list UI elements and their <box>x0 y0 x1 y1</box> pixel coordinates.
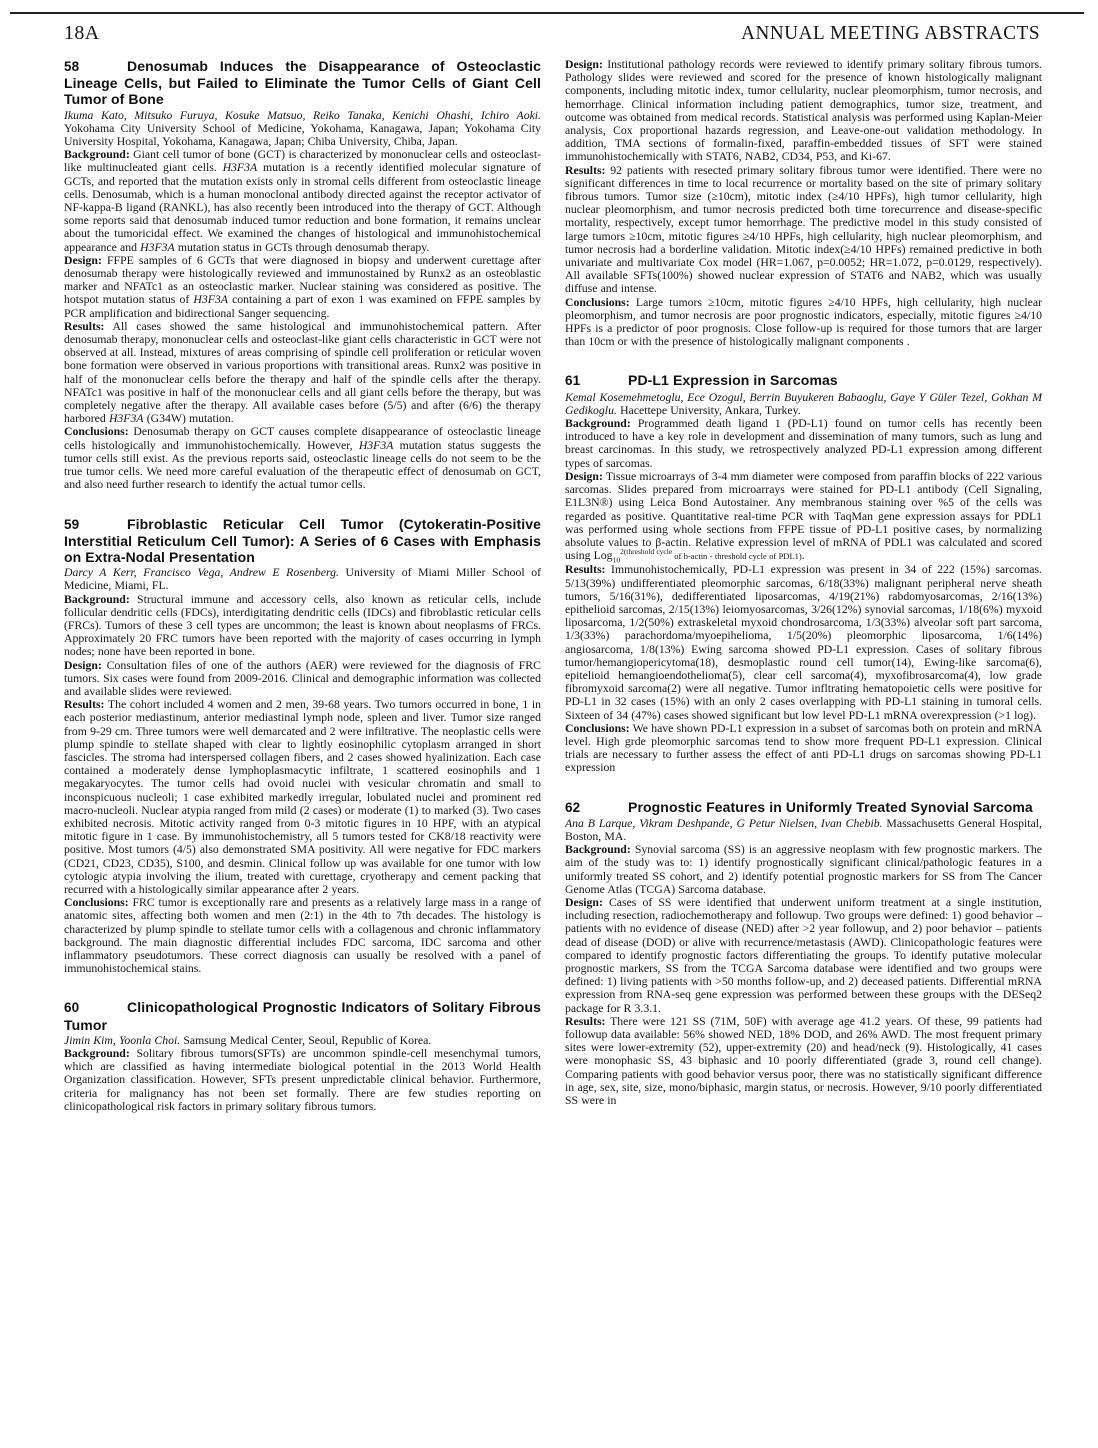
abstract-section: Conclusions: FRC tumor is exceptionally rare and presents as a relatively large mass in a range of anatomic sites, affecting both women and men (2:1) in the 4th to 7th decades. The histology is characterized by plump spindle to stellate tumor cells with a collagenous and chronic inflammatory background. The main diagnostic differential includes FDC sarcoma, IDC sarcoma and other inflammatory pseudotumors. These correct diagnosis can usually be resolved with a panel of immunohistochemical stains. <box>64 896 541 976</box>
abstract-section: Background: Solitary fibrous tumors(SFTs) are uncommon spindle-cell mesenchymal tumors, which are classified as having intermediate biological potential in the 2013 World Health Organization classification. However, SFTs present unpredictable clinical behavior. Furthermore, criteria for malignancy has not been set formally. There are few studies reporting on clinicopathological risk factors in primary solitary fibrous tumors. <box>64 1047 541 1113</box>
author-names: Ana B Larque, Vikram Deshpande, G Petur Nielsen, Ivan Chebib. <box>565 816 883 830</box>
abstract-number: 60 <box>64 1000 80 1016</box>
abstract-section: Conclusions: We have shown PD-L1 expression in a subset of sarcomas both on protein and mRNA level. High grde pleomorphic sarcomas tend to show more frequent PD-L1 expression. Clinical trials are necessary to further assess the effect of anti PD-L1 drugs on sarcomas showing PD-L1 expression <box>565 721 1042 775</box>
author-affiliation: University of Miami Miller School of Medicine, Miami, FL. <box>64 566 541 593</box>
text-i: H3F3A <box>222 161 258 175</box>
abstract-title-text: Prognostic Features in Uniformly Treated Synovial Sarcoma <box>628 798 1033 815</box>
abstract-section: Results: 92 patients with resected primary solitary fibrous tumor were identified. There were no significant differences in time to local recurrence or mortality based on the site of primary solitary fibrous tumors. Tumor size (≥10cm), mitotic index (≥4/10 HPFs), high tumor cellularity, high nuclear pleomorphism, and tumor necrosis predicted both time torecurrence and disease-specific mortality, respectively, except tumor hemorrhage. The predictive model in this study consisted of large tumors ≥10cm, mitotic figures ≥4/10 HPFs, high cellularity, high nuclear pleomorphism, and tumor necrosis had a borderline validation. Mitotic index(≥4/10 HPFs) remained predictive in both univariate and multivariate Cox model (HR=1.067, p=0.0052; HR=1.072, p=0.0129, respectively). All available SFTs(100%) showed nuclear expression of STAT6 and NAB2, which was usually diffuse and intense. <box>565 163 1042 296</box>
column-right <box>565 58 1042 1442</box>
author-names: Darcy A Kerr, Francisco Vega, Andrew E Rosenberg. <box>64 566 339 580</box>
abstract-heading <box>565 799 1042 816</box>
section-label: Design: <box>565 469 603 483</box>
abstract-section: Results: All cases showed the same histological and immunohistochemical pattern. After denosumab therapy, mononuclear cells and osteoclast-like giant cells characteristic in GCT were not observed at all. Instead, mixtures of areas comprising of spindle cell proliferation or reticular woven bone formation were observed in various proportions with transitional areas. Runx2 was positive in half of the mononuclear cells before the therapy and half of the spindle cells after the therapy. NFATc1 was positive in half of the mononuclear cells and all giant cells before the therapy, but was completely negative after the therapy. All available cases before (5/5) and after (6/6) the therapy harbored H3F3A (G34W) mutation. <box>64 319 541 426</box>
author-affiliation: Massachusetts General Hospital, Boston, MA. <box>565 816 1042 843</box>
text-sup: 2(threshold cycle <box>620 547 675 557</box>
abstract-59 <box>64 516 541 976</box>
section-label: Background: <box>565 417 631 431</box>
page-header <box>64 22 1040 45</box>
author-affiliation: Yokohama City University School of Medicine, Yokohama, Kanagawa, Japan; Yokohama City University Hospital, Yokohama, Kanagawa, Japan; Chiba University, Chiba, Japan. <box>64 121 541 149</box>
abstract-continued-60 <box>565 58 1042 348</box>
abstract-58 <box>64 58 541 492</box>
abstract-number: 62 <box>565 799 581 815</box>
abstract-heading <box>565 372 1042 389</box>
abstract-authors <box>565 817 1042 843</box>
section-label: Conclusions: <box>565 721 630 735</box>
abstract-section: Design: Cases of SS were identified that underwent uniform treatment at a single institution, including resection, radiochemotherapy and followup. Two groups were defined: 1) good behavior – patients with no evidence of disease (NED) after >2 year followup, and 2) poor behavior – patients dead of disease (DOD) or alive with recurrence/metastasis (AWD). Clinicopathologic features were compared to identify prognostic factors differentiating the groups. To identify putative molecular prognostic markers, SS from the TCGA Sarcoma database were identified and two groups were defined: 1) living patients with >50 months follow-up, and 2) deceased patients. Differential mRNA expression from RNA-seq gene expression was performed between these groups with the DESeq2 package for R 3.3.1. <box>565 895 1042 1015</box>
abstract-section: Conclusions: Large tumors ≥10cm, mitotic figures ≥4/10 HPFs, high cellularity, high nuclear pleomorphism, and tumor necrosis are poor prognostic indicators, especially, mitotic figures ≥4/10 HPFs is a predictor of poor prognosis. Close follow-up is required for those tumors that are larger than 10cm or with the presence of histologically malignant components . <box>565 295 1042 349</box>
section-label: Design: <box>565 895 603 909</box>
text-sub: 10 <box>612 555 621 565</box>
section-label: Design: <box>64 658 102 672</box>
section-label: Results: <box>64 698 105 712</box>
abstract-section: Background: Structural immune and accessory cells, also known as reticular cells, include follicular dendritic cells (FDCs), interdigitating dendritic cells (IDCs) and fibroblastic reticular cells (FRCs). Tumors of these 3 cell types are uncommon; the least is known about neoplasms of FRCs. Approximately 20 FRC tumors have been reported with the majority of cases occurring in lymph nodes; none have been reported in bone. <box>64 592 541 659</box>
abstract-authors <box>64 109 541 149</box>
abstract-title-text: Denosumab Induces the Disappearance of Osteoclastic Lineage Cells, but Failed to Eliminate the Tumor Cells of Giant Cell Tumor of Bone <box>64 58 541 108</box>
abstract-number: 59 <box>64 516 80 532</box>
section-label: Background: <box>565 843 631 857</box>
abstract-61 <box>565 372 1042 774</box>
abstract-number: 58 <box>64 59 80 74</box>
column-left <box>64 58 541 1442</box>
abstract-authors <box>64 566 541 592</box>
section-label: Results: <box>64 319 105 333</box>
author-names: Jimin Kim, Yoonla Choi. <box>64 1033 181 1047</box>
abstract-section: Design: Tissue microarrays of 3-4 mm diameter were composed from paraffin blocks of 222 various sarcomas. Slides prepared from microarrays were stained for PD-L1 antibody (Cell Signaling, E1L3N®) using Leica Bond Autostainer. Any membranous staining over %5 of the cells was regarded as positive. Quantitative real-time PCR with TaqMan gene expression assays for PDL1 was performed using whole sections from FFPE tissue of PD-L1 positive cases, by normalizing absolute values to β-actin. Relative expression level of mRNA of PDL1 was calculated and scored using Log$_{10}^{2(threshold cycle}$ of b-actin - threshold cycle of PDL1). <box>565 469 1042 565</box>
abstract-section: Design: FFPE samples of 6 GCTs that were diagnosed in biopsy and underwent curettage after denosumab therapy were histologically reviewed and immunostained by Runx2 as an osteoblastic marker and NFATc1 as an osteoclastic marker. Nuclear staining was considered as positive. The hotspot mutation status of H3F3A containing a part of exon 1 was examined on FFPE samples by PCR amplification and bidirectional Sanger sequencing. <box>64 253 541 320</box>
abstract-authors <box>565 391 1042 417</box>
abstract-section: Background: Giant cell tumor of bone (GCT) is characterized by mononuclear cells and osteoclast-like multinucleated giant cells. H3F3A mutation is a recently identified molecular signature of GCTs, and reported that the mutation exists only in stromal cells different from osteoclastic lineage cells. Denosumab, which is a human monoclonal antibody directed against the receptor activator of NF-kappa-B ligand (RANKL), has also recently been introduced into the therapy of GCT. Although some reports said that denosumab induced tumor reduction and bone formation, it remains unclear about the tumoricidal effect. We examined the changes of histological and immunohistochemical appearance and H3F3A mutation status in GCTs through denosumab therapy. <box>64 148 541 254</box>
abstract-title-text: Clinicopathological Prognostic Indicators of Solitary Fibrous Tumor <box>64 999 541 1033</box>
text-i: H3F3A <box>140 240 175 254</box>
text-i: H3F3A <box>108 412 144 426</box>
section-label: Design: <box>64 253 102 267</box>
abstract-heading <box>64 999 541 1032</box>
section-label: Conclusions: <box>64 425 129 439</box>
section-label: Background: <box>64 148 130 162</box>
text-i: H3F3A <box>193 293 228 307</box>
abstract-section: Results: There were 121 SS (71M, 50F) with average age 41.2 years. Of these, 99 patients had followup data available: 56% showed NED, 18% DOD, and 26% AWD. The most frequent primary sites were lower-extremity (52), upper-extremity (20) and head/neck (9). Histologically, 41 cases were monophasic SS, 43 biphasic and 10 poorly differentiated (grade 3, round cell change). Comparing patients with good behavior versus poor, there was no statistically significant difference in age, sex, site, size, mono/biphasic, margin status, or necrosis. However, 9/10 poorly differentiated SS were in <box>565 1014 1042 1108</box>
abstract-heading <box>64 58 541 108</box>
abstract-62 <box>565 799 1042 1108</box>
text-tiny: of b-actin - threshold cycle of PDL1) <box>674 551 802 562</box>
page-top-scan-line <box>10 12 1084 14</box>
abstract-section: Design: Institutional pathology records were reviewed to identify primary solitary fibrous tumors. Pathology slides were reviewed and scored for the presence of known histologically malignant components, including mitotic index, tumor cellularity, nuclear pleomorphism, tumor necrosis, and hemorrhage. Clinical information including patient demographics, tumor size, treatment, and outcome was obtained from medical records. Statistical analysis was performed using Kaplan-Meier analysis, Cox proportional hazards regression, and Leave-one-out validation methodology. In addition, TMA sections of formalin-fixed, paraffin-embedded tissues of SFT were stained immunohistochemically with STAT6, NAB2, CD34, P53, and Ki-67. <box>565 58 1042 164</box>
text-i: H3F3A <box>358 438 394 452</box>
abstract-section: Design: Consultation files of one of the authors (AER) were reviewed for the diagnosis of FRC tumors. Six cases were found from 2009-2016. Clinical and demographic information was collected and available slides were reviewed. <box>64 658 541 698</box>
abstract-authors <box>64 1034 541 1047</box>
abstract-section: Results: The cohort included 4 women and 2 men, 39-68 years. Two tumors occurred in bone, 1 in each posterior mediastinum, anterior mediastinal lymph node, spleen and liver. Tumor size ranged from 9-29 cm. Three tumors were well demarcated and 2 were infiltrative. The neoplastic cells were plump spindle to stellate shaped with clear to lightly eosinophilic cytoplasm arranged in short fascicles. The stroma had interspersed collagen fibers, and 2 cases showed hyalinization. Each case contained a moderately dense lymphoplasmacytic infiltrate, 1 scattered eosinophils and 1 megakaryocytes. The tumor cells had ovoid nuclei with vesicular chromatin and small to inconspicuous nucleoli; 1 case exhibited markedly irregular, lobulated nuclei and prominent red macro-nucleoli. Nuclear atypia ranged from mild (2 cases) or moderate (1) to marked (3). Two cases exhibited necrosis. Mitotic activity ranged from 0-3 mitotic figures in 10 HPF, with an atypical mitotic figure in 1 case. By immunohistochemistry, all 5 tumors tested for CK8/18 reactivity were positive. Most tumors (4/5) also demonstrated SMA positivity. All were negative for FDC markers (CD21, CD23, CD35), S100, and desmin. Clinical follow up was available for one tumor with low cytologic atypia involving the ilium, treated with curettage, cryotherapy and cement packing that recurred with a histologically similar appearance after 2 years. <box>64 698 541 896</box>
author-affiliation: Hacettepe University, Ankara, Turkey. <box>616 403 801 417</box>
section-label: Design: <box>565 58 603 71</box>
abstract-60 <box>64 999 541 1113</box>
abstract-section: Conclusions: Denosumab therapy on GCT causes complete disappearance of osteoclastic lineage cells histologically and immunohistochemically. However, H3F3A mutation status suggests the tumor cells still exist. As the previous reports said, osteoclastic lineage cells do not seem to be the true tumor cells. We need more careful evaluation of the therapeutic effect of denosumab on GCT, and also need further research to identify the actual tumor cells. <box>64 425 541 492</box>
abstract-number: 61 <box>565 373 581 389</box>
abstract-section: Background: Synovial sarcoma (SS) is an aggressive neoplasm with few prognostic markers. The aim of the study was to: 1) identify prognostically significant clinical/pathologic features in a uniformly treated SS cohort, and 2) identify potential prognostic markers for SS from The Cancer Genome Atlas (TCGA) Sarcoma database. <box>565 843 1042 896</box>
journal-title: ANNUAL MEETING ABSTRACTS <box>740 23 1040 44</box>
page-number: 18A <box>64 22 100 44</box>
author-affiliation: Samsung Medical Center, Seoul, Republic of Korea. <box>180 1033 432 1047</box>
section-label: Results: <box>565 163 606 177</box>
section-label: Results: <box>565 1014 606 1028</box>
abstract-section: Background: Programmed death ligand 1 (PD-L1) found on tumor cells has recently been introduced to have a key role in development and dissemination of many tumors, such as lung and breast carcinomas. In this study, we retrospectively analyzed PD-L1 expression among different types of sarcomas. <box>565 417 1042 470</box>
abstract-section: Results: Immunohistochemically, PD-L1 expression was present in 34 of 222 (15%) sarcomas. 5/13(39%) undifferentiated pleomorphic sarcomas, 6/18(33%) malignant peripheral nerve sheath tumors, 5/16(31%), dedifferentiated liposarcomas, 4/19(21%) rabdomyosarcomas, 2/16(13%) epithelioid sarcomas, 2/15(13%) leiomyosarcomas, 3/26(12%) synovial sarcomas, 1/18(6%) myxoid liposarcoma, 1/2(50%) extraskeletal myxoid chondrosarcoma, 1/3(33%) alveolar soft part sarcoma, 1/3(33%) parachordoma/myoepihelioma, 1/5(20%) pleomorphic liposarcoma, 1/6(14%) angiosarcoma, 1/8(13%) Ewing sarcoma showed PD-L1 expression. Cases of solitary fibrous tumor/hemangiopericytoma(18), desmoplastic round cell tumor(14), Ewing-like sarcoma(6), epitelioid hemangioendothelioma(5), clear cell sarcoma(4), myxofibrosarcoma(4), low grade fibromyxoid sarcoma(2) were all negative. Tumor infltrating hematopoietic cells were positive for PD-L1 in 32 cases (15%) with an only 2 cases overlapping with PD-L1 staining in tumoral cells. Sixteen of 34 (47%) cases showed significant but low level PD-L1 mRNA overexpression (>1 log). <box>565 563 1042 722</box>
section-label: Background: <box>64 592 130 606</box>
author-names: Ikuma Kato, Mitsuko Furuya, Kosuke Matsuo, Reiko Tanaka, Kenichi Ohashi, Ichiro Aoki. <box>64 108 541 122</box>
section-label: Conclusions: <box>565 295 630 309</box>
abstract-title-text: PD-L1 Expression in Sarcomas <box>628 372 838 389</box>
section-label: Background: <box>64 1047 130 1061</box>
section-label: Conclusions: <box>64 896 129 910</box>
abstract-heading <box>64 516 541 566</box>
section-label: Results: <box>565 563 606 577</box>
two-column-body <box>64 58 1042 1442</box>
abstract-title-text: Fibroblastic Reticular Cell Tumor (Cytokeratin-Positive Interstitial Reticulum Cell Tumor): A Series of 6 Cases with Emphasis on Extra-Nodal Presentation <box>64 515 541 565</box>
author-names: Kemal Kosemehmetoglu, Ece Ozogul, Berrin Buyukeren Babaoglu, Gaye Y Güler Tezel, Gokhan M Gedikoglu. <box>565 390 1042 417</box>
